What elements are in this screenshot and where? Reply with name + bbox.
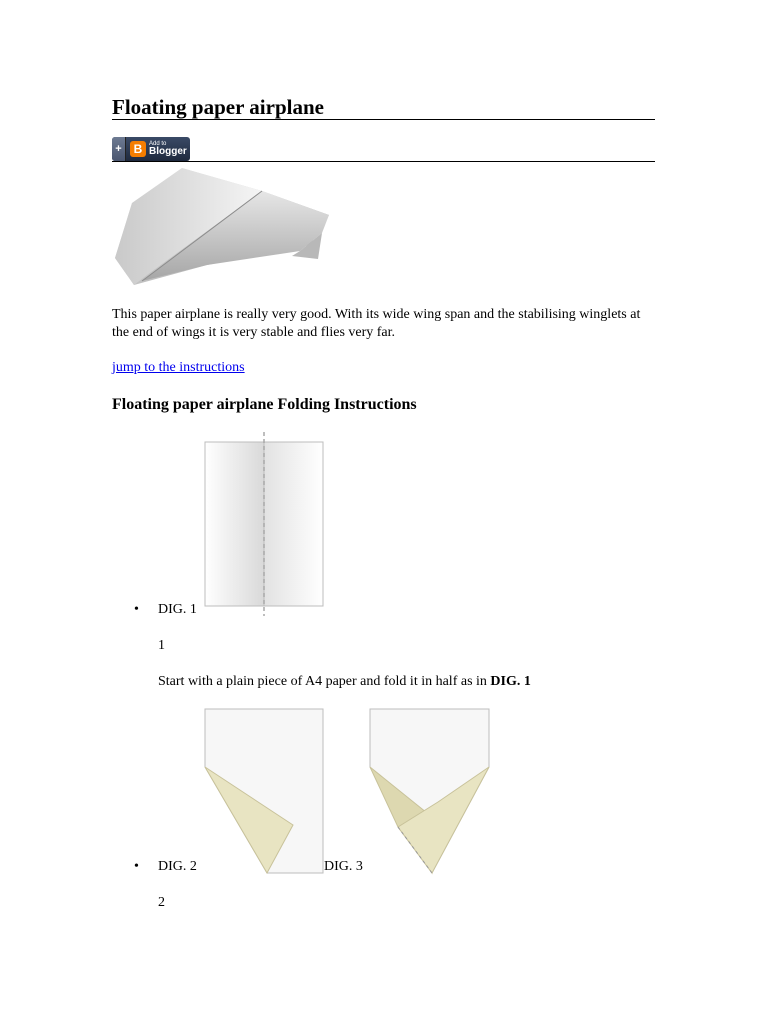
dig-1-label: DIG. 1 — [158, 602, 197, 617]
blogger-logo-icon: B — [130, 141, 146, 157]
paper-airplane-image — [112, 163, 332, 291]
jump-to-instructions-link[interactable]: jump to the instructions — [112, 360, 245, 375]
dig-2-diagram — [203, 707, 325, 875]
step-1-instruction: Start with a plain piece of A4 paper and fold it in half as in — [158, 674, 491, 689]
plus-icon: + — [112, 137, 126, 161]
share-divider — [112, 161, 655, 162]
page-title: Floating paper airplane — [112, 95, 324, 119]
dig-2-label: DIG. 2 — [158, 859, 197, 874]
step-2-number: 2 — [158, 895, 165, 910]
dig-3-label: DIG. 3 — [324, 859, 363, 874]
dig-1-diagram — [203, 432, 325, 616]
blogger-button-small-label: Add to — [149, 141, 167, 147]
step-1-bold-reference: DIG. 1 — [490, 674, 531, 689]
step-1-number: 1 — [158, 638, 165, 653]
step-1-text — [158, 674, 531, 690]
blogger-button-label: Blogger — [149, 146, 187, 157]
intro-paragraph: This paper airplane is really very good. With its wide wing span and the stabilising winglets at the end of wings it is very stable and flies very far. — [112, 307, 641, 340]
dig-3-diagram — [368, 707, 492, 875]
section-heading: Floating paper airplane Folding Instructions — [112, 396, 417, 413]
add-to-blogger-button[interactable] — [112, 137, 190, 161]
list-bullet: • — [134, 602, 139, 617]
list-bullet-2: • — [134, 859, 139, 874]
title-underline — [112, 119, 655, 120]
